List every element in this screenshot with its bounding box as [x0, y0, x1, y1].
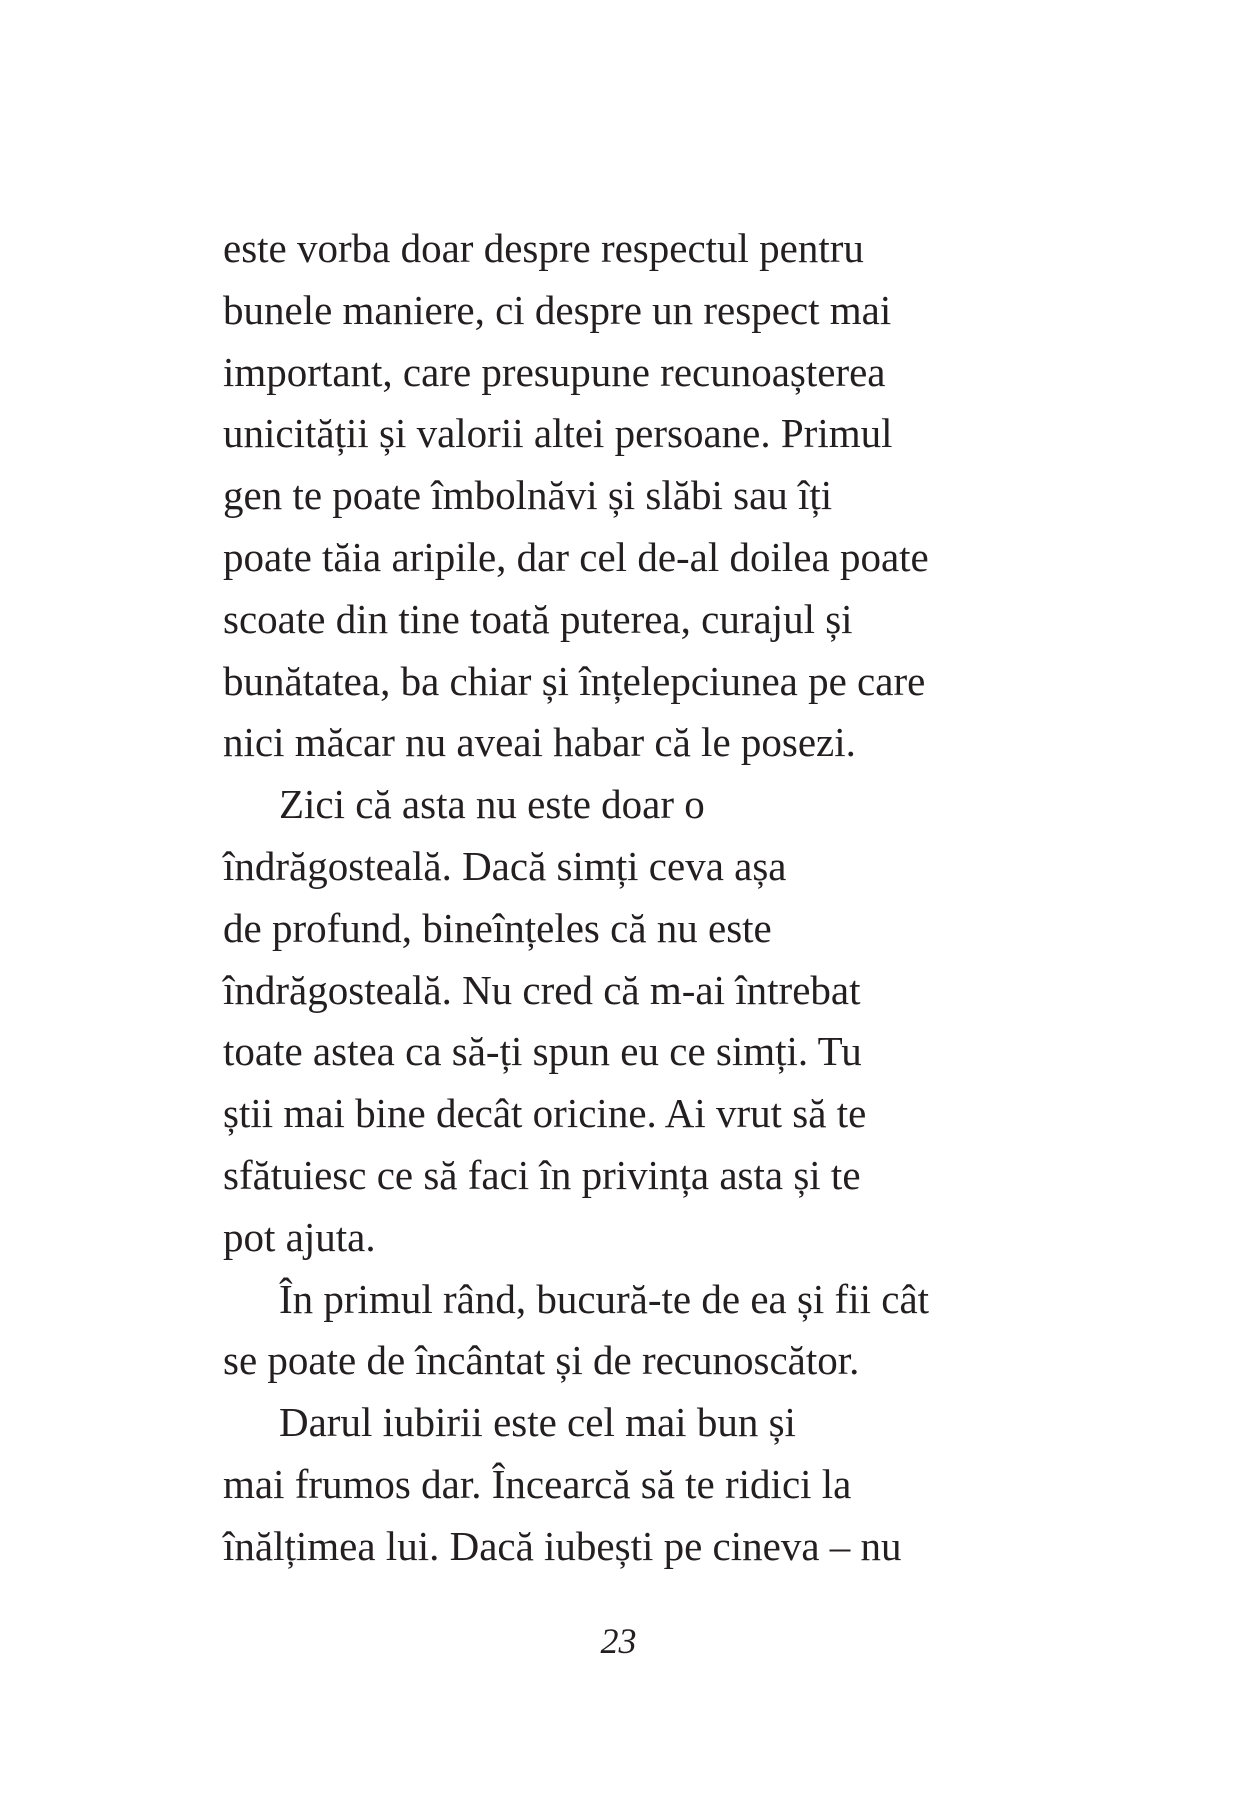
text-line: nici măcar nu aveai habar că le posezi. — [223, 719, 856, 766]
text-line: pot ajuta. — [223, 1213, 376, 1260]
text-line: gen te poate îmbolnăvi și slăbi sau îți — [223, 472, 833, 519]
text-line: este vorba doar despre respectul pentru — [223, 225, 864, 271]
paragraph-start-line: Zici că asta nu este doar o — [279, 781, 705, 828]
text-line: poate tăia aripile, dar cel de-al doilea poate — [223, 533, 929, 580]
text-line: scoate din tine toată puterea, curajul și — [223, 595, 853, 642]
text-line: important, care presupune recunoașterea — [223, 348, 886, 395]
text-line: bunătatea, ba chiar și înțelepciunea pe care — [223, 657, 926, 704]
paragraph-start-line: În primul rând, bucură-te de ea și fii cât — [279, 1275, 930, 1322]
text-line: mai frumos dar. Încearcă să te ridici la — [223, 1460, 852, 1507]
text-line: bunele maniere, ci despre un respect mai — [223, 286, 892, 333]
text-line: de profund, bineînțeles că nu este — [223, 904, 772, 951]
text-line: se poate de încântat și de recunoscător. — [223, 1337, 860, 1384]
text-line: toate astea ca să-ți spun eu ce simți. Tu — [223, 1028, 862, 1075]
text-line: știi mai bine decât oricine. Ai vrut să te — [223, 1090, 867, 1137]
page-number: 23 — [600, 1621, 637, 1661]
text-line: îndrăgosteală. Nu cred că m-ai întrebat — [223, 966, 861, 1013]
paragraph-start-line: Darul iubirii este cel mai bun și — [279, 1399, 796, 1446]
text-line: sfătuiesc ce să faci în privința asta și te — [223, 1151, 861, 1198]
text-line: îndrăgosteală. Dacă simți ceva așa — [223, 842, 787, 889]
text-line: unicității și valorii altei persoane. Primul — [223, 410, 893, 457]
text-line: înălțimea lui. Dacă iubești pe cineva – nu — [223, 1522, 902, 1569]
body-text — [223, 218, 1023, 1578]
